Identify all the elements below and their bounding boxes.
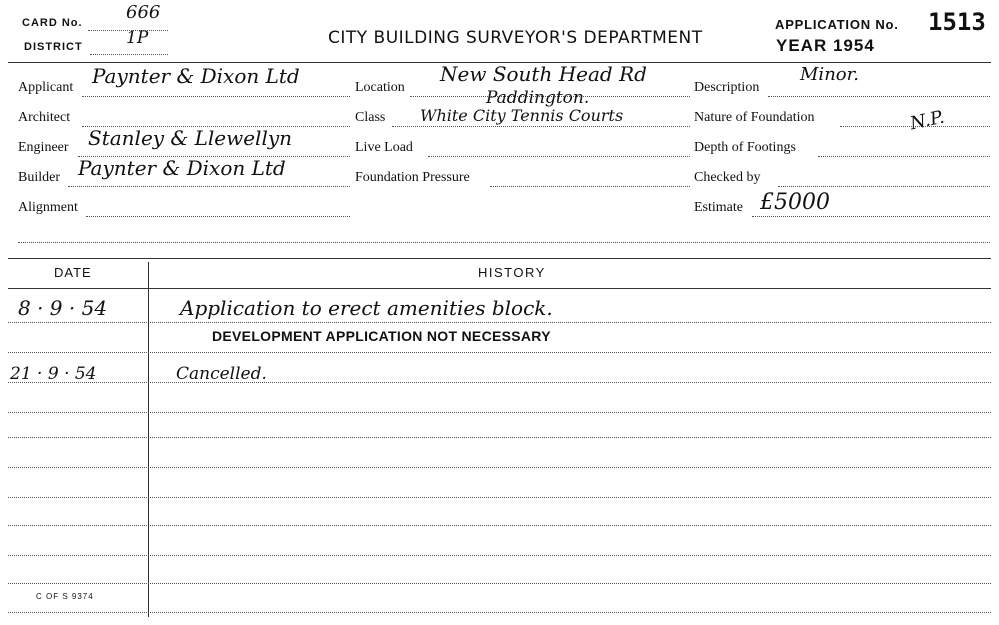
- development-stamp: DEVELOPMENT APPLICATION NOT NECESSARY: [212, 328, 551, 344]
- row-line: [8, 525, 991, 526]
- live-load-line: [428, 156, 690, 157]
- history-entry-date: 21 · 9 · 54: [10, 364, 97, 384]
- description-label: Description: [694, 80, 760, 95]
- description-value: Minor.: [800, 64, 859, 85]
- estimate-value: £5000: [760, 190, 830, 215]
- checked-by-line: [778, 186, 990, 187]
- row-line: [8, 322, 991, 323]
- applicant-line: [82, 96, 350, 97]
- district-line: [90, 54, 168, 55]
- history-entry-date: 8 · 9 · 54: [18, 296, 108, 320]
- builder-value: Paynter & Dixon Ltd: [78, 156, 286, 180]
- history-header: HISTORY: [478, 265, 546, 280]
- row-line: [8, 497, 991, 498]
- foundation-pressure-line: [490, 186, 690, 187]
- row-line: [8, 583, 991, 584]
- depth-of-footings-label: Depth of Footings: [694, 140, 796, 155]
- foundation-pressure-label: Foundation Pressure: [355, 170, 470, 185]
- alignment-label: Alignment: [18, 200, 78, 215]
- application-no-label: APPLICATION No.: [775, 17, 899, 32]
- nature-of-foundation-label: Nature of Foundation: [694, 110, 815, 125]
- class-value: White City Tennis Courts: [420, 106, 624, 125]
- row-line: [8, 352, 991, 353]
- location-value-2: Paddington.: [486, 88, 590, 108]
- applicant-value: Paynter & Dixon Ltd: [92, 64, 300, 88]
- card-no-label: CARD No.: [22, 17, 83, 29]
- row-line: [8, 382, 991, 383]
- history-top-rule: [8, 258, 991, 259]
- card-no-value: 666: [126, 2, 161, 23]
- builder-label: Builder: [18, 170, 60, 185]
- row-line: [8, 437, 991, 438]
- builder-line: [68, 186, 350, 187]
- date-header: DATE: [54, 265, 92, 280]
- applicant-label: Applicant: [18, 80, 74, 95]
- class-label: Class: [355, 110, 386, 125]
- department-title: CITY BUILDING SURVEYOR'S DEPARTMENT: [328, 28, 703, 48]
- row-line: [8, 555, 991, 556]
- year-label: YEAR 1954: [776, 36, 875, 55]
- district-label: DISTRICT: [24, 41, 83, 53]
- district-value: 1P: [126, 28, 149, 48]
- nature-of-foundation-value: N.P.: [908, 106, 947, 135]
- engineer-value: Stanley & Llewellyn: [88, 126, 293, 150]
- class-line: [392, 126, 690, 127]
- engineer-label: Engineer: [18, 140, 69, 155]
- architect-label: Architect: [18, 110, 71, 125]
- row-line: [8, 612, 991, 613]
- history-entry-text: Application to erect amenities block.: [180, 296, 553, 320]
- history-header-rule: [8, 288, 991, 289]
- alignment-line: [86, 216, 350, 217]
- history-entry-text: Cancelled.: [176, 364, 267, 384]
- blank-line: [18, 242, 990, 243]
- description-line: [768, 96, 990, 97]
- form-code: C OF S 9374: [36, 592, 94, 601]
- estimate-line: [752, 216, 990, 217]
- location-label: Location: [355, 80, 405, 95]
- application-no-value: 1513: [928, 8, 986, 36]
- row-line: [8, 467, 991, 468]
- location-value-1: New South Head Rd: [440, 62, 647, 86]
- live-load-label: Live Load: [355, 140, 413, 155]
- estimate-label: Estimate: [694, 200, 743, 215]
- date-column-divider: [148, 262, 149, 617]
- row-line: [8, 412, 991, 413]
- depth-of-footings-line: [818, 156, 990, 157]
- checked-by-label: Checked by: [694, 170, 761, 185]
